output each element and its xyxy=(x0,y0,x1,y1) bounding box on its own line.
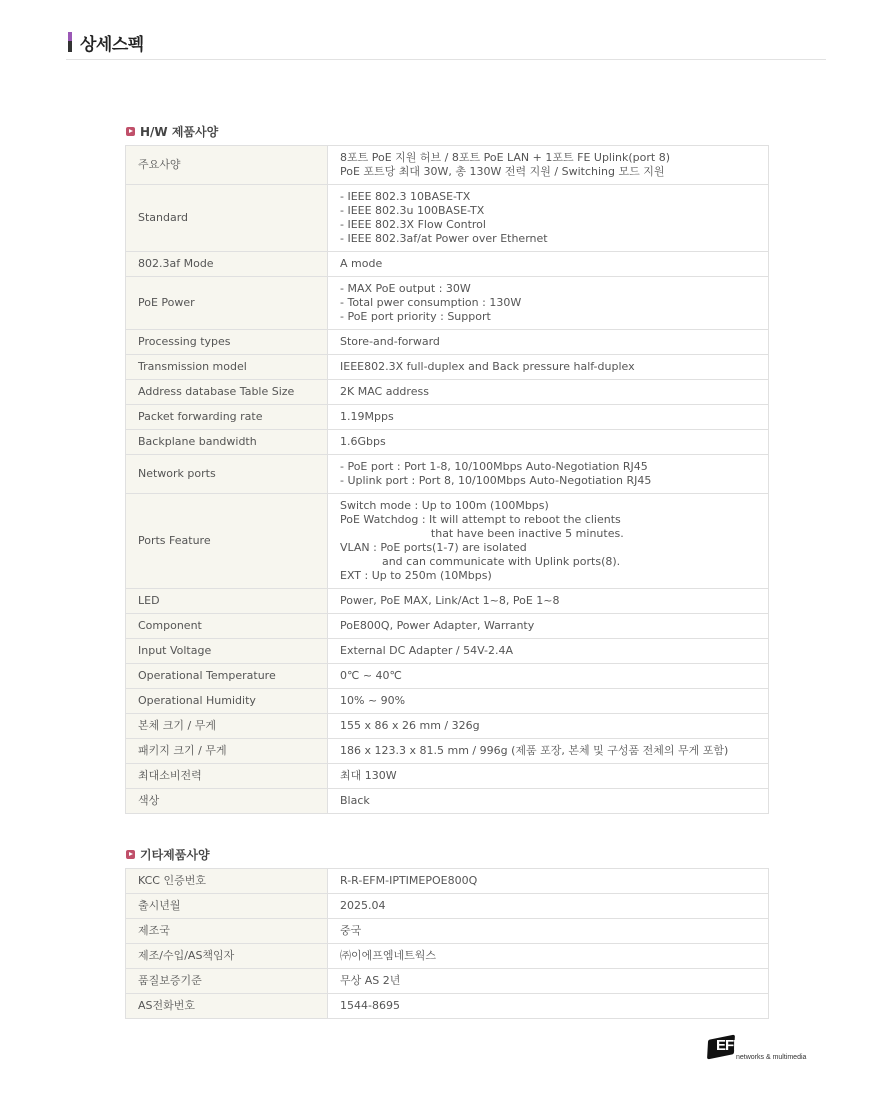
spec-label: Operational Temperature xyxy=(126,664,328,689)
spec-value-line: - IEEE 802.3 10BASE-TX xyxy=(340,190,471,203)
spec-value-line: and can communicate with Uplink ports(8). xyxy=(340,555,621,568)
spec-label: 802.3af Mode xyxy=(126,252,328,277)
spec-label: Input Voltage xyxy=(126,639,328,664)
spec-value: 2025.04 xyxy=(328,894,769,919)
spec-value-line: - IEEE 802.3af/at Power over Ethernet xyxy=(340,232,548,245)
spec-value-line: - PoE port priority : Support xyxy=(340,310,491,323)
table-row xyxy=(126,146,769,185)
table-row xyxy=(126,664,769,689)
table-row xyxy=(126,494,769,589)
spec-value-line: External DC Adapter / 54V-2.4A xyxy=(340,644,513,657)
spec-value xyxy=(328,430,769,455)
table-row xyxy=(126,185,769,252)
page-header xyxy=(66,30,826,60)
table-row xyxy=(126,689,769,714)
spec-value: 1544-8695 xyxy=(328,994,769,1019)
spec-value-line: 1.19Mpps xyxy=(340,410,394,423)
spec-label: LED xyxy=(126,589,328,614)
spec-value xyxy=(328,639,769,664)
table-row xyxy=(126,330,769,355)
spec-value-line: Switch mode : Up to 100m (100Mbps) xyxy=(340,499,549,512)
spec-label: Ports Feature xyxy=(126,494,328,589)
table-row xyxy=(126,252,769,277)
spec-label: Standard xyxy=(126,185,328,252)
spec-value xyxy=(328,714,769,739)
section-heading xyxy=(125,121,769,141)
efm-logo xyxy=(706,1034,816,1066)
spec-value xyxy=(328,405,769,430)
spec-label: 주요사양 xyxy=(126,146,328,185)
spec-label: KCC 인증번호 xyxy=(126,869,328,894)
spec-value-line: PoE Watchdog : It will attempt to reboot the clients xyxy=(340,513,621,526)
table-row xyxy=(126,994,769,1019)
spec-value-line: 186 x 123.3 x 81.5 mm / 996g (제품 포장, 본체 및 구성품 전체의 무게 포함) xyxy=(340,744,729,757)
spec-label: 제조국 xyxy=(126,919,328,944)
spec-value-line: - PoE port : Port 1-8, 10/100Mbps Auto-Negotiation RJ45 xyxy=(340,460,648,473)
table-row xyxy=(126,714,769,739)
spec-value xyxy=(328,252,769,277)
spec-label: AS전화번호 xyxy=(126,994,328,1019)
spec-value-line: Store-and-forward xyxy=(340,335,440,348)
logo-subtext: networks & multimedia xyxy=(736,1054,807,1061)
spec-label: PoE Power xyxy=(126,277,328,330)
spec-value xyxy=(328,277,769,330)
spec-value xyxy=(328,664,769,689)
spec-value-line: - IEEE 802.3u 100BASE-TX xyxy=(340,204,485,217)
spec-label: Backplane bandwidth xyxy=(126,430,328,455)
table-row xyxy=(126,789,769,814)
spec-value-line: PoE 포트당 최대 30W, 총 130W 전력 지원 / Switching 모드 지원 xyxy=(340,165,665,178)
table-row xyxy=(126,589,769,614)
spec-value-line: Power, PoE MAX, Link/Act 1~8, PoE 1~8 xyxy=(340,594,560,607)
spec-value-line: - IEEE 802.3X Flow Control xyxy=(340,218,486,231)
spec-label: 출시년월 xyxy=(126,894,328,919)
spec-value-line: 2K MAC address xyxy=(340,385,429,398)
spec-value-line: - Uplink port : Port 8, 10/100Mbps Auto-Negotiation RJ45 xyxy=(340,474,652,487)
title-accent-bar xyxy=(68,32,72,52)
spec-label: 색상 xyxy=(126,789,328,814)
spec-value xyxy=(328,355,769,380)
hw-spec-table xyxy=(125,145,769,814)
page-title: 상세스펙 xyxy=(80,35,144,55)
spec-value xyxy=(328,589,769,614)
etc-spec-table xyxy=(125,868,769,1019)
spec-label: Packet forwarding rate xyxy=(126,405,328,430)
spec-value xyxy=(328,146,769,185)
spec-label: Processing types xyxy=(126,330,328,355)
section-heading xyxy=(125,844,769,864)
spec-value xyxy=(328,689,769,714)
spec-value xyxy=(328,614,769,639)
table-row xyxy=(126,894,769,919)
spec-value-line: 1.6Gbps xyxy=(340,435,386,448)
hw-spec-section xyxy=(125,121,769,814)
spec-label: Operational Humidity xyxy=(126,689,328,714)
table-row xyxy=(126,430,769,455)
bullet-play-icon xyxy=(126,850,135,859)
spec-value xyxy=(328,185,769,252)
spec-value-line: IEEE802.3X full-duplex and Back pressure half-duplex xyxy=(340,360,635,373)
spec-value: 무상 AS 2년 xyxy=(328,969,769,994)
spec-value-line: EXT : Up to 250m (10Mbps) xyxy=(340,569,492,582)
spec-value xyxy=(328,764,769,789)
table-row xyxy=(126,277,769,330)
spec-value-line: 0℃ ~ 40℃ xyxy=(340,669,402,682)
spec-label: Network ports xyxy=(126,455,328,494)
spec-value xyxy=(328,739,769,764)
spec-label: Component xyxy=(126,614,328,639)
section-title: H/W 제품사양 xyxy=(140,124,219,139)
spec-value-line: PoE800Q, Power Adapter, Warranty xyxy=(340,619,535,632)
spec-label: Address database Table Size xyxy=(126,380,328,405)
spec-value: ㈜이에프엠네트웍스 xyxy=(328,944,769,969)
spec-label: Transmission model xyxy=(126,355,328,380)
spec-value xyxy=(328,494,769,589)
spec-label: 본체 크기 / 무게 xyxy=(126,714,328,739)
section-title: 기타제품사양 xyxy=(140,847,210,862)
table-row xyxy=(126,380,769,405)
spec-value xyxy=(328,455,769,494)
table-row xyxy=(126,405,769,430)
table-row xyxy=(126,869,769,894)
bullet-play-icon xyxy=(126,127,135,136)
table-row xyxy=(126,919,769,944)
spec-value-line: A mode xyxy=(340,257,383,270)
table-row xyxy=(126,764,769,789)
spec-value-line: Black xyxy=(340,794,370,807)
table-row xyxy=(126,639,769,664)
spec-value xyxy=(328,330,769,355)
spec-value-line: VLAN : PoE ports(1-7) are isolated xyxy=(340,541,527,554)
table-row xyxy=(126,455,769,494)
spec-label: 품질보증기준 xyxy=(126,969,328,994)
spec-value-line: - MAX PoE output : 30W xyxy=(340,282,471,295)
spec-value-line: 10% ~ 90% xyxy=(340,694,406,707)
spec-value: 중국 xyxy=(328,919,769,944)
spec-label: 최대소비전력 xyxy=(126,764,328,789)
table-row xyxy=(126,355,769,380)
table-row xyxy=(126,969,769,994)
spec-value-line: 155 x 86 x 26 mm / 326g xyxy=(340,719,480,732)
spec-value xyxy=(328,380,769,405)
logo-text: EFM xyxy=(716,1037,745,1054)
table-row xyxy=(126,739,769,764)
spec-value-line: 8포트 PoE 지원 허브 / 8포트 PoE LAN + 1포트 FE Uplink(port 8) xyxy=(340,151,671,164)
spec-label: 제조/수입/AS책임자 xyxy=(126,944,328,969)
table-row xyxy=(126,944,769,969)
spec-value-line: 최대 130W xyxy=(340,769,397,782)
table-row xyxy=(126,614,769,639)
spec-value xyxy=(328,789,769,814)
etc-spec-section xyxy=(125,844,769,1019)
spec-value-line: that have been inactive 5 minutes. xyxy=(340,527,624,540)
spec-value: R-R-EFM-IPTIMEPOE800Q xyxy=(328,869,769,894)
spec-value-line: - Total pwer consumption : 130W xyxy=(340,296,522,309)
spec-label: 패키지 크기 / 무게 xyxy=(126,739,328,764)
